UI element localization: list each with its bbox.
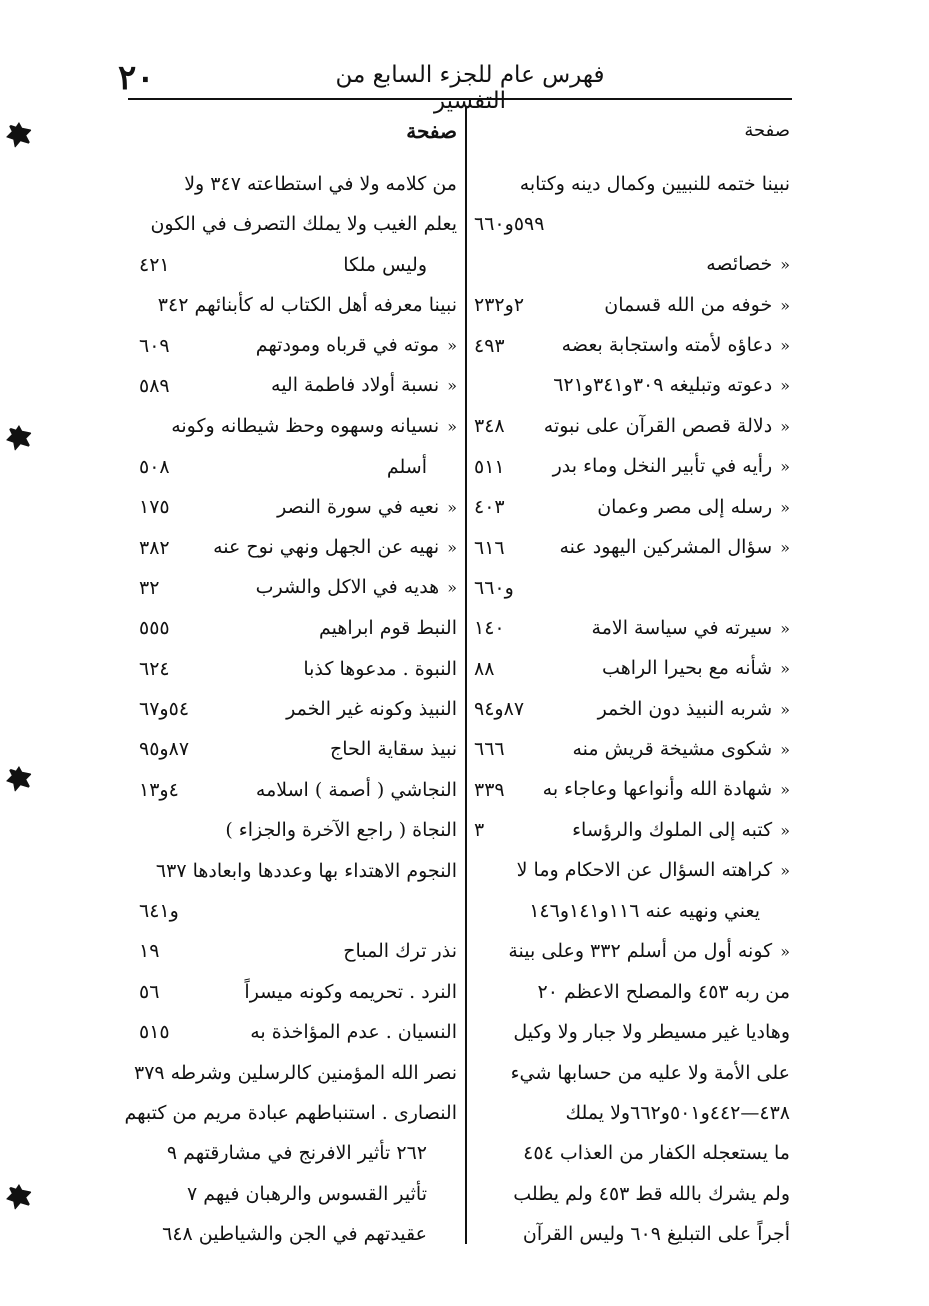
entry-text: « موته في قرباه ومودتهم (256, 325, 457, 366)
index-entry (470, 164, 790, 204)
entry-text: ٢٦٢ تأثير الافرنج في مشارقتهم ٩ (166, 1142, 427, 1165)
entry-page-number: ٣٢ (139, 576, 160, 599)
entry-text: « دعوته وتبليغه ٣٠٩و٣٤١و٦٢١ (553, 365, 790, 406)
entry-text: نبينا معرفه أهل الكتاب له كأبنائهم ٣٤٢ (157, 294, 457, 317)
index-entry (135, 528, 457, 568)
entry-text: وهاديا غير مسيطر ولا جبار ولا وكيل (513, 1021, 790, 1044)
entry-text: من كلامه ولا في استطاعته ٣٤٧ ولا (184, 173, 457, 195)
entry-page-number: ٣ (474, 819, 485, 842)
index-entry (135, 1053, 457, 1093)
entry-page-number: ٥٠٨ (139, 455, 170, 478)
header-rule (128, 98, 792, 100)
entry-text: النجوم الاهتداء بها وعددها وابعادها ٦٣٧ (155, 859, 457, 882)
index-entry (470, 851, 790, 891)
index-entry (470, 528, 790, 568)
index-entry (470, 1133, 790, 1173)
entry-page-number: ٤و١٣ (139, 778, 179, 801)
entry-page-number: و٦٤١ (139, 900, 179, 923)
entry-text: « شأنه مع بحيرا الراهب (602, 648, 790, 689)
index-entry (470, 770, 790, 810)
index-entry (124, 1093, 457, 1133)
index-entry (135, 608, 457, 648)
entry-page-number: ٥١١ (474, 455, 505, 478)
index-entry (135, 851, 457, 891)
entry-page-number: ٣٣٩ (474, 778, 505, 801)
entry-text: « سؤال المشركين اليهود عنه (559, 527, 790, 568)
entry-text: على الأمة ولا عليه من حسابها شيء (510, 1061, 790, 1084)
entry-page-number: ٥٤و٦٧ (139, 698, 190, 721)
index-entry (470, 810, 790, 850)
entry-page-number: ١٩ (139, 940, 160, 963)
entry-page-number: ٨٨ (474, 657, 495, 680)
entry-text: تأثير القسوس والرهبان فيهم ٧ (186, 1182, 427, 1205)
index-entry (135, 366, 457, 406)
index-entry (135, 931, 457, 971)
entry-page-number: ٤٩٣ (474, 334, 505, 357)
index-entry (470, 891, 790, 931)
entry-page-number: ١٧٥ (139, 496, 170, 519)
entry-page-number: ٨٧و٩٤ (474, 698, 525, 721)
index-entry (470, 689, 790, 729)
entry-text: « نسبة أولاد فاطمة اليه (271, 365, 457, 406)
entry-text: من ربه ٤٥٣ والمصلح الاعظم ٢٠ (537, 980, 790, 1003)
entry-text: « خصائصه (706, 244, 790, 285)
entry-text: نصر الله المؤمنين كالرسلين وشرطه ٣٧٩ (134, 1061, 457, 1084)
entry-page-number: ٥٩٩و٦٦٠ (474, 213, 545, 236)
entry-text: « رسله إلى مصر وعمان (597, 487, 790, 528)
entry-page-number: ٢و٢٣٢ (474, 294, 525, 317)
index-entry (135, 1012, 457, 1052)
index-entry (135, 770, 457, 810)
entry-text: « دلالة قصص القرآن على نبوته (544, 406, 790, 447)
entry-text: « نعيه في سورة النصر (277, 487, 457, 528)
entry-text: نذر ترك المباح (343, 940, 457, 963)
entry-page-number: ٨٧و٩٥ (139, 738, 190, 761)
entry-page-number: ٦٦٦ (474, 738, 505, 761)
entry-text: وليس ملكا (343, 253, 427, 276)
index-entry (470, 245, 790, 285)
index-entry (470, 1214, 790, 1254)
index-entry (135, 285, 457, 325)
entry-text: نبيذ سقاية الحاج (330, 738, 457, 761)
index-entry (135, 245, 457, 285)
entry-text: النسيان . عدم المؤاخذة به (250, 1021, 457, 1044)
entry-text: « كراهته السؤال عن الاحكام وما لا (517, 850, 790, 891)
index-entry (470, 487, 790, 527)
entry-text: أسلم (386, 455, 427, 478)
index-entry (135, 810, 457, 850)
entry-text: النبط قوم ابراهيم (318, 617, 457, 640)
entry-text: « شهادة الله وأنواعها وعاجاء به (543, 769, 790, 810)
margin-blot (6, 425, 32, 451)
entry-text: « شكوى مشيخة قريش منه (572, 729, 790, 770)
index-entry (470, 406, 790, 446)
index-entry (135, 891, 457, 931)
index-entry (135, 326, 457, 366)
index-entry (135, 1174, 457, 1214)
index-entry (135, 729, 457, 769)
running-title: فهرس عام للجزء السابع من التفسير (335, 62, 605, 114)
index-entry (470, 204, 790, 244)
entry-page-number: ٦١٦ (474, 536, 505, 559)
index-entry (135, 1133, 457, 1173)
entry-text: يعلم الغيب ولا يملك التصرف في الكون (150, 213, 457, 236)
column-divider (465, 106, 467, 1244)
index-entry (135, 447, 457, 487)
entry-text: « نسيانه وسهوه وحظ شيطانه وكونه (171, 406, 457, 447)
index-entry (135, 406, 457, 446)
right-column (470, 118, 790, 1255)
entry-page-number: ٥٥٥ (139, 617, 170, 640)
entry-page-number: ٥٦ (139, 980, 160, 1003)
entry-page-number: ٥١٥ (139, 1021, 170, 1044)
entry-text: ما يستعجله الكفار من العذاب ٤٥٤ (523, 1142, 790, 1165)
entry-text: « كتبه إلى الملوك والرؤساء (572, 810, 790, 851)
entry-text: « كونه أول من أسلم ٣٣٢ وعلى بينة (508, 931, 790, 972)
entry-page-number: ٤٠٣ (474, 496, 505, 519)
entry-text: النرد . تحريمه وكونه ميسراً (244, 980, 457, 1003)
margin-blot (6, 766, 32, 792)
entry-text: « رأيه في تأبير النخل وماء بدر (553, 446, 790, 487)
column-heading: صفحة (406, 119, 457, 143)
entry-text: « خوفه من الله قسمان (604, 285, 790, 326)
entry-page-number: ٣٨٢ (139, 536, 170, 559)
entry-text: نبينا ختمه للنبيين وكمال دينه وكتابه (519, 173, 790, 195)
entry-text: النجاة ( راجع الآخرة والجزاء ) (225, 819, 457, 842)
entry-text: يعني ونهيه عنه ١١٦و١٤١و١٤٦ (529, 900, 760, 923)
left-column (124, 118, 457, 1255)
index-entry (470, 366, 790, 406)
index-entry (470, 1093, 790, 1133)
index-entry (470, 729, 790, 769)
entry-text: « شربه النبيذ دون الخمر (598, 689, 790, 730)
index-entry (470, 1174, 790, 1214)
index-entry (135, 1214, 457, 1254)
index-entry (470, 972, 790, 1012)
index-entry (470, 931, 790, 971)
index-entry (135, 487, 457, 527)
margin-blot (6, 122, 32, 148)
index-entry (470, 649, 790, 689)
entry-text: النبوة . مدعوها كذبا (303, 657, 457, 680)
entry-text: أجراً على التبليغ ٦٠٩ وليس القرآن (522, 1223, 790, 1246)
index-entry (135, 164, 457, 204)
entry-page-number: ٤٢١ (139, 253, 170, 276)
entry-text: « نهيه عن الجهل ونهي نوح عنه (213, 527, 457, 568)
index-entry (470, 1012, 790, 1052)
index-entry (135, 972, 457, 1012)
index-entry (135, 689, 457, 729)
entry-page-number: ١٤٠ (474, 617, 505, 640)
entry-text: « هديه في الاكل والشرب (256, 567, 457, 608)
index-entry (470, 447, 790, 487)
entry-text: « دعاؤه لأمته واستجابة بعضه (562, 325, 790, 366)
entry-page-number: ٦٢٤ (139, 657, 170, 680)
entry-text: النجاشي ( أصمة ) اسلامه (255, 778, 457, 801)
entry-page-number: و٦٦٠ (474, 576, 514, 599)
index-entry (135, 568, 457, 608)
index-entry (470, 1053, 790, 1093)
index-entry (470, 568, 790, 608)
entry-text: عقيدتهم في الجن والشياطين ٦٤٨ (162, 1223, 427, 1246)
index-entry (470, 285, 790, 325)
entry-text: « سيرته في سياسة الامة (592, 608, 790, 649)
entry-page-number: ٦٠٩ (139, 334, 170, 357)
column-heading: صفحة (744, 120, 790, 141)
entry-text: النبيذ وكونه غير الخمر (286, 698, 457, 721)
page-number: ٢٠ (118, 58, 155, 98)
margin-blot (6, 1184, 32, 1210)
index-entry (470, 326, 790, 366)
entry-text: ولم يشرك بالله قط ٤٥٣ ولم يطلب (513, 1182, 790, 1205)
entry-text: النصارى . استنباطهم عبادة مريم من كتبهم (124, 1101, 457, 1124)
entry-page-number: ٥٨٩ (139, 374, 170, 397)
entry-text: ٤٣٨—٤٤٢و٥٠١و٦٦٢ولا يملك (565, 1101, 790, 1124)
index-entry (470, 608, 790, 648)
entry-page-number: ٣٤٨ (474, 415, 505, 438)
index-entry (135, 204, 457, 244)
index-entry (135, 649, 457, 689)
